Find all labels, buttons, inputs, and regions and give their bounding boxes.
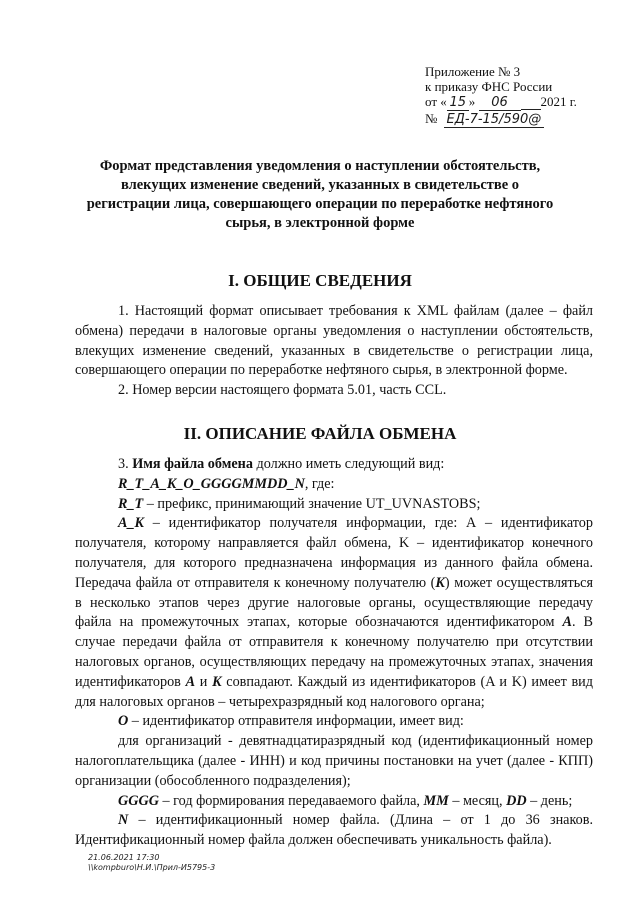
file-name-pattern: R_T_A_K_O_GGGGMMDD_N, где:: [118, 475, 335, 492]
file-footer: [88, 853, 215, 873]
paragraph-1: 1. Настоящий формат описывает требования к XML файлам (далее – файл обмена) передачи в налоговые органы уведомления о наступлении обстоятельств, влекущих изменение сведений, указанных в свидетельстве о регистрации лица, совершающего операции по переработке нефтяного сырья, в электронной форме.: [75, 303, 593, 379]
organization-definition: для организаций - девятнадцатиразрядный код (идентификационный номер налогоплательщика (далее - ИНН) и код причины постановки на учет (далее - КПП) организации (обособленного подразделения);: [75, 733, 593, 789]
section-2-body: [75, 455, 593, 851]
order-reference: к приказу ФНС России: [425, 79, 553, 94]
section-2-heading: II. ОПИСАНИЕ ФАЙЛА ОБМЕНА: [183, 424, 457, 443]
order-date-line: от « 15 » 06 2021 г.: [425, 94, 577, 110]
date-definition: GGGG – год формирования передаваемого файла, MM – месяц, DD – день;: [118, 792, 573, 809]
appendix-header: [425, 64, 577, 128]
paragraph-2: 2. Номер версии настоящего формата 5.01, часть CCL.: [118, 382, 447, 399]
recipient-definition: A_K – идентификатор получателя информации, где: А – идентификатор получателя, которому направляется файл обмена, K – идентификатор конечного получателя, для которого предназначена информация из данного файла обмена. Передача файла от отправителя к конечному получателю (K) может осуществляться в несколько этапов через другие налоговые органы, осуществляющие передачу файла на промежуточных этапах, которые обозначаются идентификатором A. В случае передачи файла от отправителя к конечному получателю при отсутствии налоговых органов, осуществляющих передачу на промежуточных этапах, значения идентификаторов A и K совпадают. Каждый из идентификаторов (A и K) имеет вид для налоговых органов – четырехразрядный код налогового органа;: [75, 515, 594, 710]
section-1-heading: I. ОБЩИЕ СВЕДЕНИЯ: [228, 271, 412, 290]
section-1-body: [75, 302, 593, 401]
footer-timestamp: 21.06.2021 17:30: [88, 853, 160, 862]
handwritten-day: 15: [447, 95, 469, 111]
footer-file-path: \\kompburo\Н.И.\Прил-И5795-3: [88, 863, 216, 872]
prefix-definition: R_T – префикс, принимающий значение UT_UVNASTOBS;: [118, 495, 481, 512]
order-year: 2021 г.: [540, 94, 577, 109]
handwritten-month: 06: [479, 95, 521, 111]
document-title: Формат представления уведомления о наступлении обстоятельств, влекущих изменение сведений, указанных в свидетельстве о регистрации лица, совершающего операции по переработке нефтяного сырья, в электронной форме: [86, 158, 554, 231]
id-number-definition: N – идентификационный номер файла. (Длина – от 1 до 36 знаков. Идентификационный номер файла должен обеспечивать уникальность файла).: [75, 812, 593, 849]
handwritten-order-number: ЕД-7-15/590@: [444, 112, 544, 128]
appendix-number: Приложение № 3: [425, 64, 521, 79]
paragraph-3: 3. Имя файла обмена должно иметь следующий вид:: [118, 456, 445, 472]
sender-definition: O – идентификатор отправителя информации, имеет вид:: [118, 713, 464, 730]
order-number-line: № ЕД-7-15/590@: [425, 111, 577, 128]
